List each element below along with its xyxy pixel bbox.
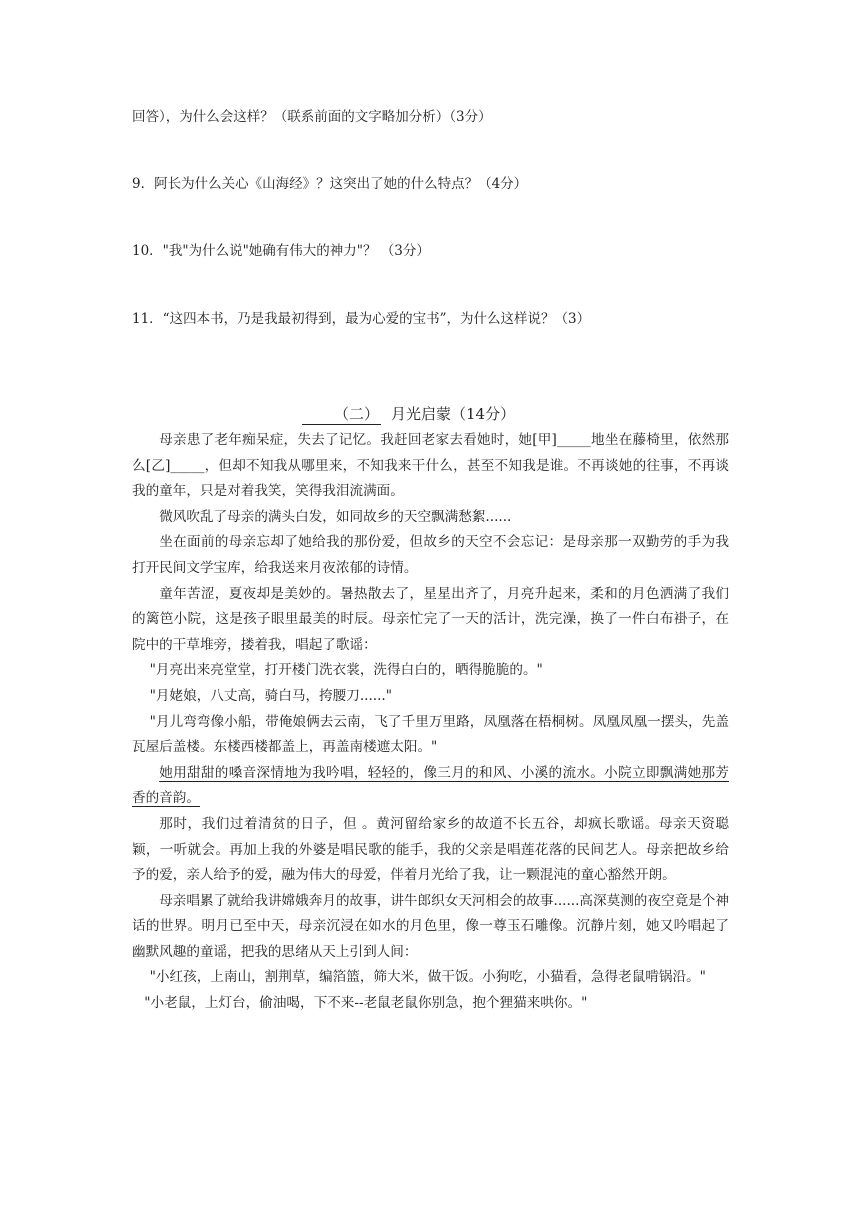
paragraph: 母亲唱累了就给我讲嫦娥奔月的故事，讲牛郎织女天河相会的故事......高深莫测的夜空竟是个神话的世界。明月已至中天，母亲沉浸在如水的月色里，像一尊玉石雕像。沉静片刻，她又吟唱起了幽默风趣的童谣，把我的思绪从天上引到人间： [132,892,729,960]
article-body [132,428,729,1017]
paragraph: 微风吹乱了母亲的满头白发，如同故乡的天空飘满愁絮...... [159,508,512,525]
paragraph: 母亲患了老年痴呆症，失去了记忆。我赶回老家去看她时，她[甲]_____地坐在藤椅里，依然那么[乙]_____，但却不知我从哪里来，不知我来干什么，甚至不知我是谁。不再谈她的往事，不再谈我的童年，只是对着我笑，笑得我泪流满面。 [132,432,729,500]
underlined-paragraph: 她用甜甜的嗓音深情地为我吟唱，轻轻的，像三月的和风、小溪的流水。小院立即飘满她那芳香的音韵。 [132,764,729,807]
article-title: 月光启蒙（14分） [391,405,516,423]
paragraph: 那时，我们过着清贫的日子，但 。黄河留给家乡的故道不长五谷，却疯长歌谣。母亲天资聪颖，一听就会。再加上我的外婆是唱民歌的能手，我的父亲是唱莲花落的民间艺人。母亲把故乡给予的爱，亲人给予的爱，融为伟大的母爱，伴着月光给了我，让一颗混沌的童心豁然开朗。 [132,815,729,884]
song-line: "小红孩，上南山，割荆草，编箔篮，筛大米，做干饭。小狗吃，小猫看，急得老鼠啃锅沿。" [149,969,706,986]
question-9: 9．阿长为什么关心《山海经》？这突出了她的什么特点？（4分） [132,176,528,192]
song-line: "月亮出来亮堂堂，打开楼门洗衣裳，洗得白白的，晒得脆脆的。" [149,662,543,679]
question-10: 10．"我"为什么说"她确有伟大的神力"？ （3分） [132,243,430,259]
paragraph: 童年苦涩，夏夜却是美妙的。暑热散去了，星星出齐了，月亮升起来，柔和的月色洒满了我们的篱笆小院，这是孩子眼里最美的时辰。母亲忙完了一天的活计，洗完澡，换了一件白布褂子，在院中的干草堆旁，搂着我，唱起了歌谣： [132,585,729,653]
question-11: 11．“这四本书，乃是我最初得到，最为心爱的宝书”，为什么这样说？（3） [132,311,591,327]
paragraph: 坐在面前的母亲忘却了她给我的那份爱，但故乡的天空不会忘记：是母亲那一双勤劳的手为我打开民间文学宝库，给我送来月夜浓郁的诗情。 [132,534,729,576]
song-line: "月儿弯弯像小船，带俺娘俩去云南，飞了千里万里路，凤凰落在梧桐树。凤凰凤凰一摆头，先盖瓦屋后盖楼。东楼西楼都盖上，再盖南楼遮太阳。" [132,713,729,756]
section-title [302,402,515,426]
section-number: （二） [302,404,381,425]
song-line: "月姥娘，八丈高，骑白马，挎腰刀......" [149,687,393,704]
question-8-continued: 回答），为什么会这样？（联系前面的文字略加分析）（3分） [132,109,492,125]
song-line: "小老鼠，上灯台，偷油喝，下不来--老鼠老鼠你别急，抱个狸猫来哄你。" [144,995,588,1012]
